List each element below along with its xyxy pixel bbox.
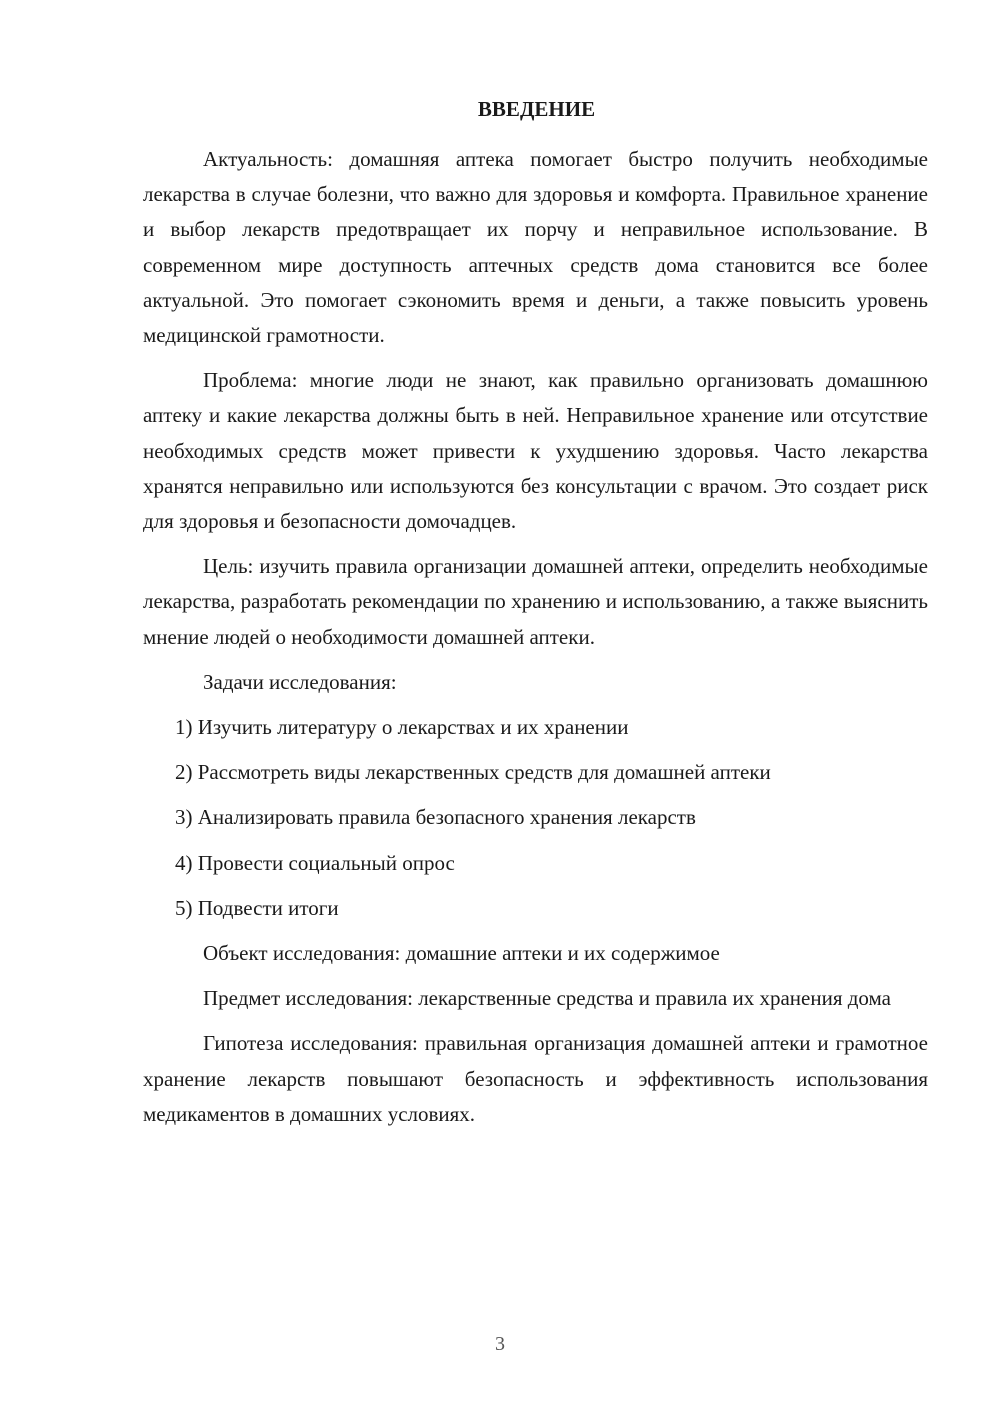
task-item: 3) Анализировать правила безопасного хранения лекарств [175, 805, 696, 830]
tasks-heading: Задачи исследования: [203, 669, 397, 694]
object-paragraph: Объект исследования: домашние аптеки и их содержимое [203, 940, 720, 965]
goal-paragraph: Цель: изучить правила организации домашней аптеки, определить необходимые лекарства, разработать рекомендации по хранению и использованию, а также выяснить мнение людей о необходимости домашней аптеки. [143, 554, 928, 649]
task-item: 2) Рассмотреть виды лекарственных средств для домашней аптеки [175, 760, 771, 785]
task-item: 1) Изучить литературу о лекарствах и их хранении [175, 715, 629, 740]
section-heading: ВВЕДЕНИЕ [477, 97, 596, 121]
subject-paragraph: Предмет исследования: лекарственные средства и правила их хранения дома [203, 986, 891, 1011]
document-page [143, 92, 928, 1132]
tasks-list [143, 710, 928, 926]
hypothesis-paragraph: Гипотеза исследования: правильная организация домашней аптеки и грамотное хранение лекарств повышают безопасность и эффективность использования медикаментов в домашних условиях. [143, 1031, 928, 1126]
page-number: 3 [495, 1333, 505, 1355]
problem-paragraph: Проблема: многие люди не знают, как правильно организовать домашнюю аптеку и какие лекарства должны быть в ней. Неправильное хранение или отсутствие необходимых средств может привести к ухудшению здоровья. Часто лекарства хранятся неправильно или используются без консультации с врачом. Это создает риск для здоровья и безопасности домочадцев. [143, 368, 928, 534]
relevance-paragraph: Актуальность: домашняя аптека помогает быстро получить необходимые лекарства в случае болезни, что важно для здоровья и комфорта. Правильное хранение и выбор лекарств предотвращает их порчу и неправильное использование. В современном мире доступность аптечных средств дома становится все более актуальной. Это помогает сэкономить время и деньги, а также повысить уровень медицинской грамотности. [143, 147, 928, 348]
task-item: 5) Подвести итоги [175, 895, 339, 920]
task-item: 4) Провести социальный опрос [175, 850, 455, 875]
